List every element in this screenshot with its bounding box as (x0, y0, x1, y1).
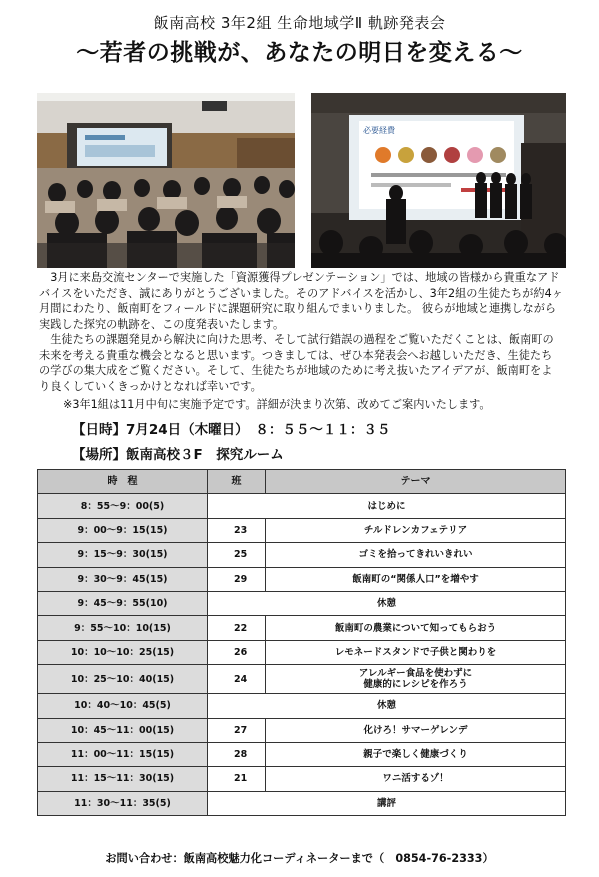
table-row (38, 791, 566, 815)
schedule-table (37, 469, 566, 816)
row-theme: 飯南町の農業について知ってもらおう (266, 616, 566, 640)
row-class: 28 (208, 742, 266, 766)
auditorium-audience-photo (37, 93, 295, 268)
intro-paragraph-2: 生徒たちの課題発見から解決に向けた思考、そして試行錯誤の過程をご覧いただくことは、飯南町の未来を考える貴重な機会となると思います。つきましては、ぜひ本発表会へお越しいただき、生徒たちの学びの集大成をご覧ください。そして、生徒たちが地域のために考え抜いたアイデアが、飯南町をより良くしていくきっかけとなれば幸いです。 (39, 333, 554, 393)
row-class: 23 (208, 518, 266, 542)
header-time: 時 程 (38, 470, 208, 494)
row-theme: 飯南町の“関係人口”を増やす (266, 567, 566, 591)
row-class: 21 (208, 767, 266, 791)
row-time: 9：30～9：45(15) (38, 567, 208, 591)
event-title: ～若者の挑戦が、あなたの明日を変える～ (76, 40, 523, 66)
row-theme: 親子で楽しく健康づくり (266, 742, 566, 766)
table-row (38, 718, 566, 742)
table-row (38, 567, 566, 591)
table-row (38, 742, 566, 766)
row-theme: はじめに (208, 494, 566, 518)
screen-heading: 必要経費 (363, 126, 395, 135)
row-class: 27 (208, 718, 266, 742)
table-row (38, 543, 566, 567)
table-row (38, 640, 566, 664)
header-class: 班 (208, 470, 266, 494)
table-row (38, 494, 566, 518)
presentation-screen-photo (311, 93, 566, 268)
event-date: 【日時】7月24日（木曜日） ８：５５～１１：３５ (72, 422, 391, 438)
row-theme: 講評 (208, 791, 566, 815)
row-theme (266, 665, 566, 694)
intro-text (39, 270, 563, 394)
row-time: 11：15～11：30(15) (38, 767, 208, 791)
row-class: 24 (208, 665, 266, 694)
row-theme: ゴミを拾ってきれいきれい (266, 543, 566, 567)
row-class: 22 (208, 616, 266, 640)
class-1-note: ※3年1組は11月中旬に実施予定です。詳細が決まり次第、改めてご案内いたします。 (63, 398, 491, 411)
table-row (38, 518, 566, 542)
row-theme: レモネードスタンドで子供と関わりを (266, 640, 566, 664)
row-theme: 休憩 (208, 591, 566, 615)
row-class: 29 (208, 567, 266, 591)
row-time: 10：40～10：45(5) (38, 694, 208, 718)
row-time: 9：45～9：55(10) (38, 591, 208, 615)
row-class: 25 (208, 543, 266, 567)
event-place: 【場所】飯南高校３F 探究ルーム (72, 447, 284, 463)
row-time: 8：55～9：00(5) (38, 494, 208, 518)
row-time: 11：30～11：35(5) (38, 791, 208, 815)
table-row (38, 616, 566, 640)
row-time: 9：15～9：30(15) (38, 543, 208, 567)
header-theme: テーマ (266, 470, 566, 494)
row-time: 11：00～11：15(15) (38, 742, 208, 766)
row-time: 9：00～9：15(15) (38, 518, 208, 542)
schedule-header-row (38, 470, 566, 494)
row-theme: ワニ活するゾ！ (266, 767, 566, 791)
row-time: 10：45～11：00(15) (38, 718, 208, 742)
row-time: 10：10～10：25(15) (38, 640, 208, 664)
row-time: 9：55～10：10(15) (38, 616, 208, 640)
row-theme: 化けろ！サマーゲレンデ (266, 718, 566, 742)
row-time: 10：25～10：40(15) (38, 665, 208, 694)
table-row (38, 694, 566, 718)
row-theme: チルドレンカフェテリア (266, 518, 566, 542)
table-row (38, 591, 566, 615)
table-row (38, 767, 566, 791)
table-row (38, 665, 566, 694)
intro-paragraph-1: 3月に来島交流センターで実施した「資源獲得プレゼンテーション」では、地域の皆様から貴重なアドバイスをいただき、誠にありがとうございました。そのアドバイスを活かし、3年2組の生徒たちが約4ヶ月間にわたり、飯南町をフィールドに課題研究に取り組んでまいりました。 彼らが地域と連携しながら実践した探究の軌跡を、この度発表いたします。 (39, 271, 563, 331)
row-theme-line-1: アレルギー食品を使わずに (358, 668, 473, 680)
row-theme: 休憩 (208, 694, 566, 718)
event-subtitle: 飯南高校 3年2組 生命地域学Ⅱ 軌跡発表会 (153, 14, 446, 32)
row-class: 26 (208, 640, 266, 664)
row-theme-line-2: 健康的にレシピを作ろう (363, 679, 468, 691)
contact-info: お問い合わせ：飯南高校魅力化コーディネーターまで（ 0854-76-2333） (105, 852, 494, 865)
